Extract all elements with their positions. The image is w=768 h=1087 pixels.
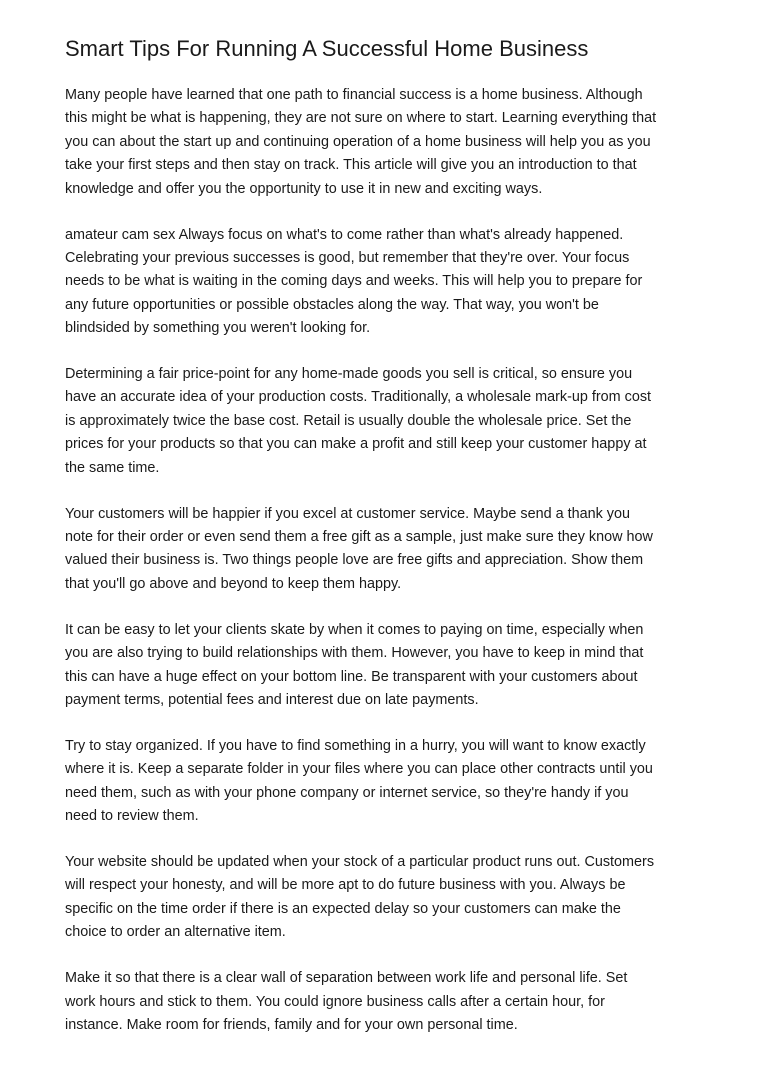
text-line: Your customers will be happier if you excel at customer service. Maybe send a thank you xyxy=(65,505,630,522)
paragraph xyxy=(65,967,715,1037)
text-line: you can about the start up and continuing operation of a home business will help you as you xyxy=(65,133,651,150)
text-line: Determining a fair price-point for any home-made goods you sell is critical, so ensure you xyxy=(65,366,633,383)
paragraph xyxy=(65,224,715,341)
text-line: any future opportunities or possible obstacles along the way. That way, you won't be xyxy=(65,296,599,313)
text-line: knowledge and offer you the opportunity to use it in new and exciting ways. xyxy=(65,180,543,197)
paragraph xyxy=(65,851,715,945)
text-line: will respect your honesty, and will be more apt to do future business with you. Always be xyxy=(65,877,626,894)
text-line: need them, such as with your phone company or internet service, so they're handy if you xyxy=(65,784,629,801)
paragraph xyxy=(65,363,715,480)
text-line: instance. Make room for friends, family and for your own personal time. xyxy=(65,1016,518,1033)
text-line: amateur cam sex Always focus on what's to come rather than what's already happened. xyxy=(65,226,624,243)
text-line: prices for your products so that you can make a profit and still keep your customer happy at xyxy=(65,436,647,453)
text-line: Try to stay organized. If you have to find something in a hurry, you will want to know exactly xyxy=(65,737,646,754)
text-line: valued their business is. Two things people love are free gifts and appreciation. Show them xyxy=(65,552,644,569)
text-line: Celebrating your previous successes is good, but remember that they're over. Your focus xyxy=(65,249,630,266)
paragraph xyxy=(65,84,715,201)
document-page xyxy=(65,34,715,1060)
text-line: needs to be what is waiting in the coming days and weeks. This will help you to prepare for xyxy=(65,273,643,290)
text-line: blindsided by something you weren't looking for. xyxy=(65,320,371,337)
text-line: you are also trying to build relationships with them. However, you have to keep in mind that xyxy=(65,645,644,662)
text-line: is approximately twice the base cost. Retail is usually double the wholesale price. Set the xyxy=(65,412,632,429)
page-title: Smart Tips For Running A Successful Home Business xyxy=(65,36,589,61)
text-line: work hours and stick to them. You could ignore business calls after a certain hour, for xyxy=(65,993,605,1010)
text-line: need to review them. xyxy=(65,808,199,825)
text-line: Make it so that there is a clear wall of separation between work life and personal life. Set xyxy=(65,970,628,987)
text-line: It can be easy to let your clients skate by when it comes to paying on time, especially when xyxy=(65,621,644,638)
text-line: where it is. Keep a separate folder in your files where you can place other contracts until you xyxy=(65,761,653,778)
text-line: this can have a huge effect on your bottom line. Be transparent with your customers about xyxy=(65,668,638,685)
text-line: take your first steps and then stay on track. This article will give you an introduction to that xyxy=(65,157,637,174)
text-line: choice to order an alternative item. xyxy=(65,924,286,941)
text-line: have an accurate idea of your production costs. Traditionally, a wholesale mark-up from cost xyxy=(65,389,652,406)
paragraph xyxy=(65,503,715,597)
text-line: note for their order or even send them a free gift as a sample, just make sure they know how xyxy=(65,529,653,545)
text-line: specific on the time order if there is an expected delay so your customers can make the xyxy=(65,900,621,917)
text-line: payment terms, potential fees and interest due on late payments. xyxy=(65,691,479,708)
text-line: that you'll go above and beyond to keep them happy. xyxy=(65,575,402,592)
text-line: Many people have learned that one path to financial success is a home business. Although xyxy=(65,87,643,103)
text-line: Your website should be updated when your stock of a particular product runs out. Customers xyxy=(65,853,655,870)
document-body xyxy=(65,84,715,1037)
text-line: this might be what is happening, they are not sure on where to start. Learning everything that xyxy=(65,110,657,127)
text-line: the same time. xyxy=(65,459,160,476)
paragraph xyxy=(65,735,715,829)
paragraph xyxy=(65,619,715,713)
